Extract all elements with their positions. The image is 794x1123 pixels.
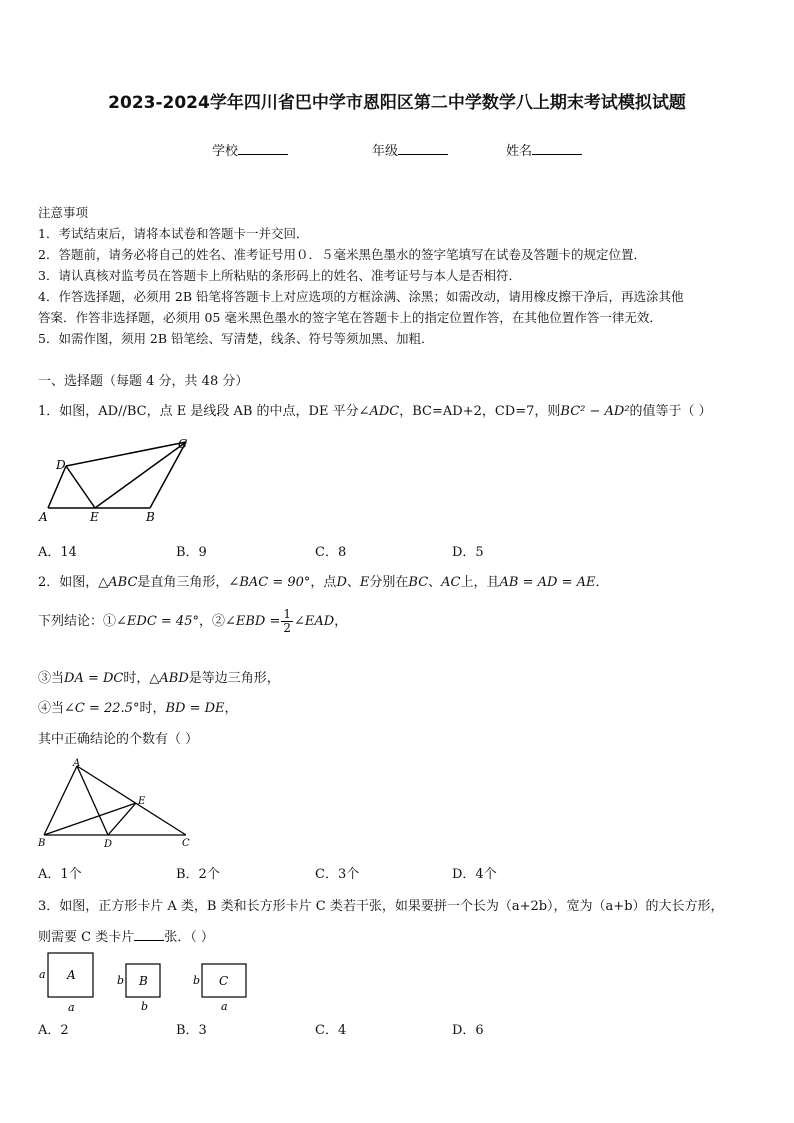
q2-text: 是直角三角形， xyxy=(137,575,229,590)
option: A．1个 xyxy=(38,867,82,882)
name-label: 姓名 xyxy=(506,144,533,159)
grade-blank xyxy=(398,142,448,155)
school-blank xyxy=(238,142,288,155)
option: C．4 xyxy=(315,1023,347,1038)
q1-math: BC² − AD² xyxy=(560,404,630,419)
label-c: C xyxy=(178,437,188,451)
card-a-bottom: a xyxy=(68,1001,75,1014)
q2-text: ． xyxy=(595,575,609,590)
q2-math: BC xyxy=(408,575,429,590)
q2-text: 、 xyxy=(346,575,360,590)
q2-math: AC xyxy=(441,575,461,590)
q2-text: ， xyxy=(224,701,238,716)
q2-text: 时， xyxy=(139,701,166,716)
q3-stem-line2 xyxy=(38,926,214,945)
card-b-label: B xyxy=(139,974,148,988)
fraction-denominator: 2 xyxy=(283,621,292,635)
fraction-numerator: 1 xyxy=(283,607,292,621)
segment-ac xyxy=(77,766,186,835)
q2-text: 上，且 xyxy=(460,575,500,590)
option: D．6 xyxy=(452,1023,484,1038)
segment-ec xyxy=(95,442,186,508)
label-e: E xyxy=(90,510,99,524)
name-blank xyxy=(532,142,582,155)
q2-conclusions xyxy=(38,608,347,648)
segment-bc xyxy=(150,442,186,508)
notice-item: 5．如需作图，须用 2B 铅笔绘、写清楚，线条、符号等须加黑、加粗． xyxy=(38,331,434,346)
option: B．9 xyxy=(176,545,207,560)
q1-text: 的值等于（ ） xyxy=(629,404,712,419)
q2-math: △ABD xyxy=(149,671,189,686)
q2-text: ④当 xyxy=(38,701,65,716)
q2-math: DA = DC xyxy=(64,671,124,686)
notice-heading: 注意事项 xyxy=(38,205,89,220)
q2-math: ∠EBD = xyxy=(224,614,281,629)
q2-math: ∠C = 22.5° xyxy=(64,701,140,716)
answer-blank xyxy=(134,928,164,941)
q2-text: 时， xyxy=(123,671,150,686)
q2-text: 、 xyxy=(428,575,442,590)
page-title: 2023-2024学年四川省巴中学市恩阳区第二中学数学八上期末考试模拟试题 xyxy=(108,93,686,113)
card-c-bottom: a xyxy=(221,1000,228,1013)
q3-text: 张．（ ） xyxy=(164,930,214,945)
q2-text: ③当 xyxy=(38,671,65,686)
school-label: 学校 xyxy=(212,144,239,159)
label-b: B xyxy=(146,510,155,524)
grade-label: 年级 xyxy=(372,144,399,159)
q2-text: ，② xyxy=(198,614,225,629)
q1-text: 1．如图，AD//BC，点 E 是线段 AB 的中点，DE 平分 xyxy=(38,404,359,419)
q3-stem: 3．如图，正方形卡片 A 类，B 类和长方形卡片 C 类若干张，如果要拼一个长为（a+2b），宽为（a+b）的大长方形， xyxy=(38,899,724,914)
card-c-label: C xyxy=(219,974,229,988)
option: C．8 xyxy=(315,545,347,560)
option: D．4个 xyxy=(452,867,497,882)
fraction xyxy=(281,608,293,635)
q1-text: ，BC=AD+2，CD=7，则 xyxy=(399,404,561,419)
q2-text: 2．如图， xyxy=(38,575,99,590)
option: A．14 xyxy=(38,545,77,560)
card-a-label: A xyxy=(67,968,76,982)
q2-figure xyxy=(36,758,196,850)
q2-math: D xyxy=(336,575,347,590)
q2-text: 分别在 xyxy=(369,575,409,590)
q3-figure xyxy=(36,950,266,1016)
q2-stem xyxy=(38,571,609,590)
q2-text: 下列结论：① xyxy=(38,614,117,629)
card-b-bottom: b xyxy=(141,1000,149,1013)
school-field xyxy=(212,140,288,159)
q2-conclusion-4 xyxy=(38,697,238,716)
q2-math: ∠BAC = 90° xyxy=(228,575,311,590)
notice-item: 3．请认真核对监考员在答题卡上所粘贴的条形码上的姓名、准考证号与本人是否相符． xyxy=(38,268,521,283)
q2-math: BD = DE xyxy=(165,701,225,716)
q1-figure xyxy=(36,436,196,526)
label-d: D xyxy=(56,458,66,472)
card-b-side: b xyxy=(117,974,125,987)
card-a-side: a xyxy=(39,968,46,981)
q2-text: ， xyxy=(334,614,348,629)
label-d: D xyxy=(104,839,113,850)
q2-math: ∠EDC = 45° xyxy=(116,614,199,629)
q2-math: ∠EAD xyxy=(294,614,335,629)
q2-text: 是等边三角形， xyxy=(188,671,280,686)
label-c: C xyxy=(182,838,190,849)
option: B．2个 xyxy=(176,867,220,882)
grade-field xyxy=(372,140,448,159)
notice-item: 答案．作答非选择题，必须用 05 毫米黑色墨水的签字笔在答题卡上的指定位置作答，在其他位置作答一律无效． xyxy=(38,310,662,325)
name-field xyxy=(506,140,582,159)
q1-stem xyxy=(38,400,712,419)
label-e: E xyxy=(138,796,146,807)
q2-question: 其中正确结论的个数有（ ） xyxy=(38,732,199,747)
segment-de xyxy=(66,466,95,508)
option: C．3个 xyxy=(315,867,360,882)
notice-item: 2．答题前，请务必将自己的姓名、准考证号用０．５毫米黑色墨水的签字笔填写在试卷及答题卡的规定位置． xyxy=(38,247,646,262)
notice-item: 4．作答选择题，必须用 2B 铅笔将答题卡上对应选项的方框涂满、涂黑；如需改动，请用橡皮擦干净后，再选涂其他 xyxy=(38,289,684,304)
notice-item: 1．考试结束后，请将本试卷和答题卡一并交回． xyxy=(38,226,309,241)
q2-math: E xyxy=(359,575,370,590)
segment-da xyxy=(48,466,66,508)
option: B．3 xyxy=(176,1023,207,1038)
option: D．5 xyxy=(452,545,484,560)
option: A．2 xyxy=(38,1023,69,1038)
q2-text: ，点 xyxy=(310,575,337,590)
label-b: B xyxy=(38,838,46,849)
q2-math: AB = AD = AE xyxy=(499,575,596,590)
segment-dc xyxy=(66,442,186,466)
q2-conclusion-3 xyxy=(38,667,280,686)
card-c-side: b xyxy=(193,974,201,987)
label-a: A xyxy=(73,758,81,769)
q3-text: 则需要 C 类卡片 xyxy=(38,930,135,945)
q2-math: △ABC xyxy=(98,575,138,590)
label-a: A xyxy=(39,510,48,524)
section-heading: 一、选择题（每题 4 分，共 48 分） xyxy=(38,374,249,389)
q1-math: ∠ADC xyxy=(358,404,400,419)
